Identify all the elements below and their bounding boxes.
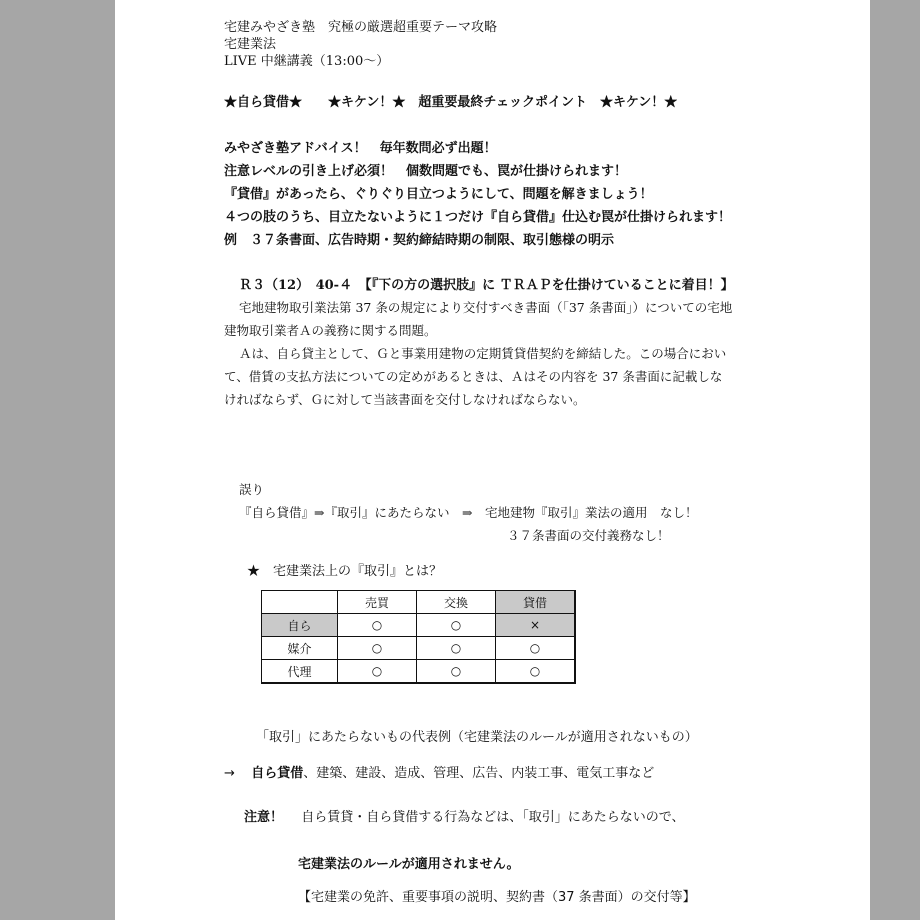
bracket-note: 【宅建業の免許、重要事項の説明、契約書（37 条書面）の交付等】	[298, 890, 696, 905]
document-page	[115, 0, 870, 920]
header-line-1: 宅建みやざき塾 究極の厳選超重要テーマ攻略	[224, 20, 498, 35]
question-heading: Ｒ３（12） 40-４ 【『下の方の選択肢』に ＴＲＡＰを仕掛けていることに着目！】	[239, 278, 734, 293]
headline: ★自ら貸借★ ★キケン！★ 超重要最終チェックポイント ★キケン！★	[224, 95, 678, 110]
advice-line-5: 例 ３７条書面、広告時期・契約締結時期の制限、取引態様の明示	[224, 233, 615, 248]
note-line	[244, 806, 685, 825]
table-cell: ○	[496, 637, 576, 660]
table-header-baibai: 売買	[338, 591, 417, 614]
table-row-label: 媒介	[262, 637, 338, 660]
table-header-koukan: 交換	[417, 591, 496, 614]
answer-line-2: ３７条書面の交付義務なし！	[507, 528, 670, 543]
question-line-4: て、借賃の支払方法についての定めがあるときは、Ａはその内容を 37 条書面に記載しな	[224, 369, 723, 384]
examples-title: 「取引」にあたらないもの代表例（宅建業法のルールが適用されないもの）	[256, 730, 698, 745]
table-cell: ○	[417, 614, 496, 637]
table-row	[262, 660, 576, 684]
table-cell: ○	[496, 660, 576, 684]
question-line-5: ければならず、Ｇに対して当該書面を交付しなければならない。	[224, 392, 586, 407]
note-text: 自ら賃貸・自ら貸借する行為などは、「取引」にあたらないので、	[301, 810, 685, 825]
table-cell: ○	[417, 637, 496, 660]
table-cell: ×	[496, 614, 576, 637]
table-row	[262, 614, 576, 637]
answer-label: 誤り	[239, 482, 265, 497]
arrow-icon: →	[224, 766, 235, 781]
examples-line	[224, 762, 654, 781]
advice-line-3: 『貸借』があったら、ぐりぐり目立つようにして、問題を解きましょう！	[224, 187, 653, 202]
question-line-1: 宅地建物取引業法第 37 条の規定により交付すべき書面（「37 条書面」）についての宅地	[239, 300, 733, 315]
table-cell: ○	[417, 660, 496, 684]
conclusion: 宅建業法のルールが適用されません。	[298, 857, 520, 872]
table-corner	[262, 591, 338, 614]
question-line-2: 建物取引業者Ａの義務に関する問題。	[224, 323, 437, 338]
table-row	[262, 637, 576, 660]
header-line-3: LIVE 中継講義（13:00〜）	[224, 54, 390, 69]
table-row-label: 代理	[262, 660, 338, 684]
table-cell: ○	[338, 637, 417, 660]
advice-line-2: 注意レベルの引き上げ必須！ 個数問題でも、罠が仕掛けられます！	[224, 164, 628, 179]
examples-rest: 、建築、建設、造成、管理、広告、内装工事、電気工事など	[303, 766, 655, 781]
table-cell: ○	[338, 614, 417, 637]
advice-line-1: みやざき塾アドバイス！ 毎年数問必ず出題！	[224, 141, 497, 156]
table-row-label: 自ら	[262, 614, 338, 637]
advice-line-4: ４つの肢のうち、目立たないように１つだけ『自ら貸借』仕込む罠が仕掛けられます！	[224, 210, 732, 225]
table-cell: ○	[338, 660, 417, 684]
table-title: ★ 宅建業法上の『取引』とは？	[247, 564, 443, 579]
question-line-3: Ａは、自ら貸主として、Ｇと事業用建物の定期賃貸借契約を締結した。この場合におい	[239, 346, 727, 361]
table-header-row	[262, 591, 576, 614]
note-label: 注意！	[244, 810, 284, 825]
examples-bold: 自ら貸借	[251, 766, 304, 781]
table-header-taishaku: 貸借	[496, 591, 576, 614]
torihiki-table	[261, 590, 576, 684]
answer-line-1: 『自ら貸借』⇒『取引』にあたらない ⇒ 宅地建物『取引』業法の適用 なし！	[239, 505, 698, 520]
header-line-2: 宅建業法	[224, 37, 277, 52]
